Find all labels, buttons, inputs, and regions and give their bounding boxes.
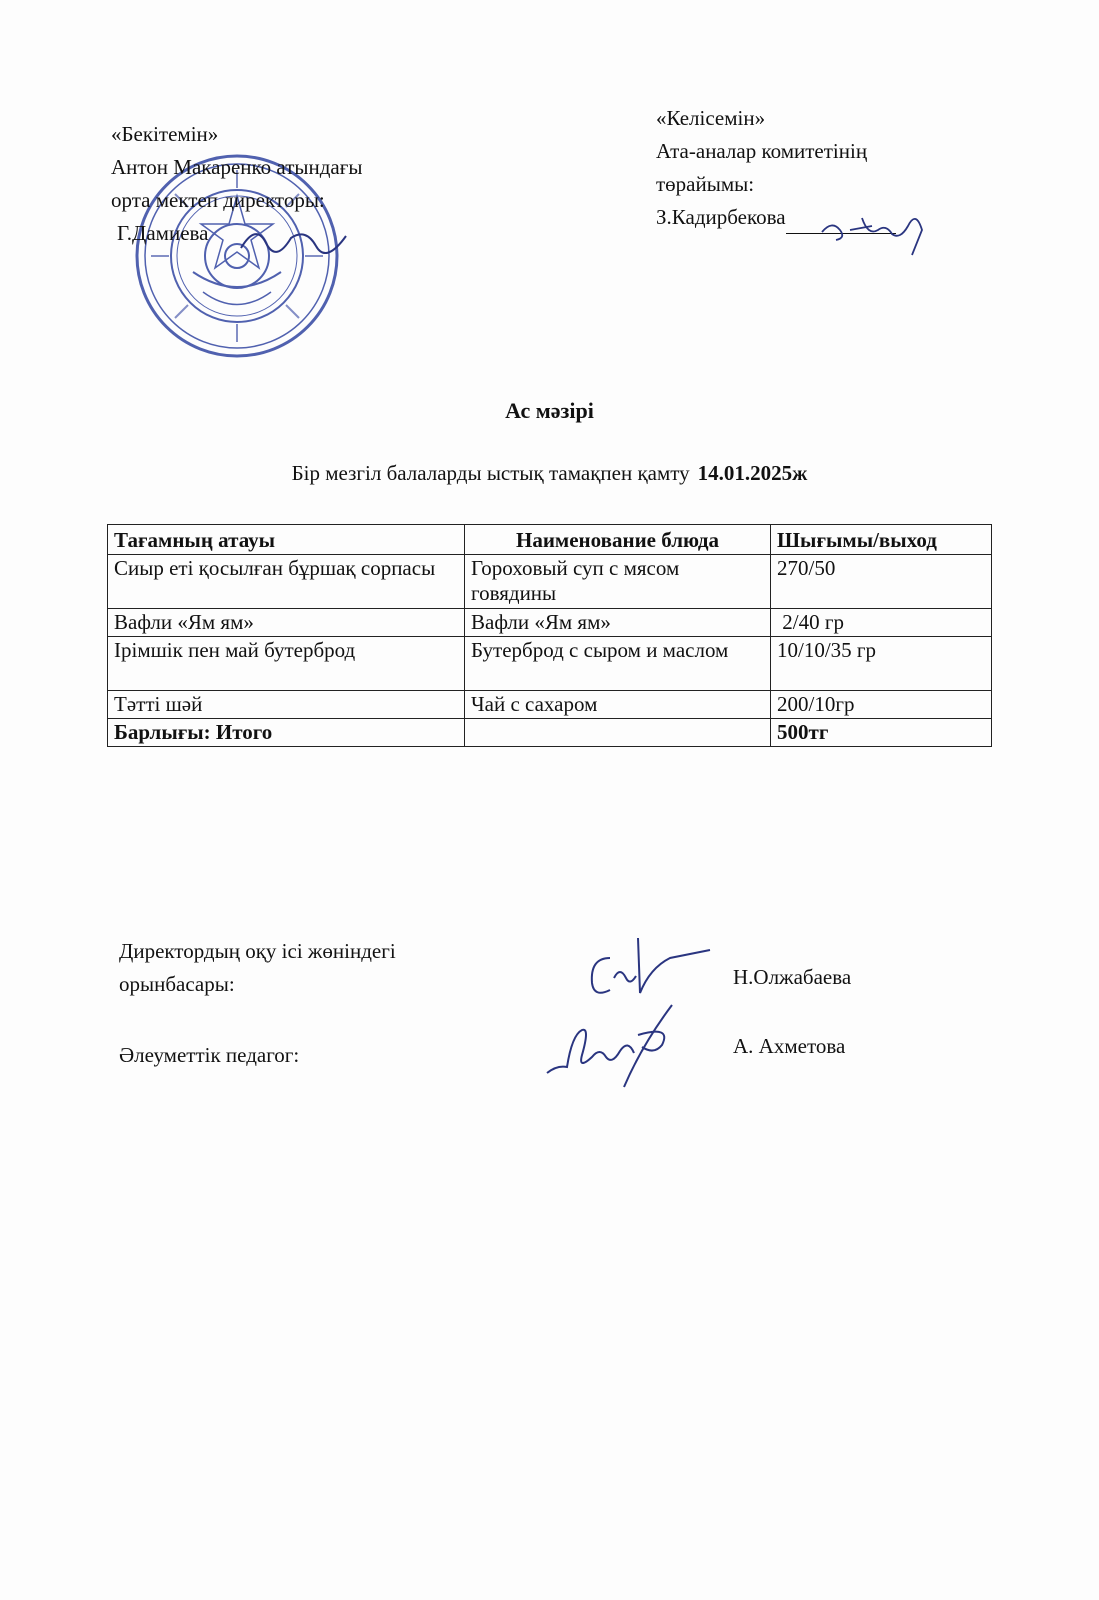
deputy-title xyxy=(119,935,396,1001)
dish-ru: Гороховый суп с мясом говядины xyxy=(465,555,771,609)
approval-name: Г.Дамиева xyxy=(117,221,209,245)
dish-yield: 10/10/35 гр xyxy=(771,637,992,691)
dish-ru: Бутерброд с сыром и маслом xyxy=(465,637,771,691)
dish-kz: Сиыр еті қосылған бұршақ сорпасы xyxy=(108,555,465,609)
header-ru-name: Наименование блюда xyxy=(465,525,771,555)
dish-kz: Вафли «Ям ям» xyxy=(108,609,465,637)
approval-line1: Антон Макаренко атындағы xyxy=(111,155,363,179)
dish-kz: Ірімшік пен май бутерброд xyxy=(108,637,465,691)
table-row xyxy=(108,609,992,637)
menu-date: 14.01.2025ж xyxy=(697,461,808,485)
menu-table xyxy=(107,524,992,747)
table-header-row xyxy=(108,525,992,555)
header-kz-name: Тағамның атауы xyxy=(108,525,465,555)
deputy-name: Н.Олжабаева xyxy=(733,965,852,989)
total-value: 500тг xyxy=(771,719,992,747)
agreement-line1: Ата-аналар комитетінің xyxy=(656,139,868,163)
table-row xyxy=(108,691,992,719)
table-row xyxy=(108,637,992,691)
social-name: А. Ахметова xyxy=(733,1034,846,1058)
table-total-row xyxy=(108,719,992,747)
approval-line2: орта мектеп директоры: xyxy=(111,188,325,212)
dish-kz: Тәтті шәй xyxy=(108,691,465,719)
page-title: Ас мәзірі xyxy=(505,398,594,423)
director-signature xyxy=(236,218,356,258)
subtitle-text: Бір мезгіл балаларды ыстық тамақпен қамту xyxy=(291,461,690,485)
total-ru xyxy=(465,719,771,747)
menu-subtitle xyxy=(0,461,1099,486)
header-yield: Шығымы/выход xyxy=(771,525,992,555)
dish-yield: 200/10гр xyxy=(771,691,992,719)
dish-ru: Вафли «Ям ям» xyxy=(465,609,771,637)
agreement-line2: төрайымы: xyxy=(656,172,755,196)
dish-yield: 2/40 гр xyxy=(771,609,992,637)
dish-ru: Чай с сахаром xyxy=(465,691,771,719)
social-pedagogue-signature xyxy=(542,995,692,1090)
approval-label: «Бекітемін» xyxy=(111,122,219,146)
agreement-label: «Келісемін» xyxy=(656,106,766,130)
deputy-title-line2: орынбасары: xyxy=(119,972,235,996)
committee-chair-signature xyxy=(812,200,942,260)
dish-yield: 270/50 xyxy=(771,555,992,609)
total-label: Барлығы: Итого xyxy=(108,719,465,747)
deputy-title-line1: Директордың оқу ісі жөніндегі xyxy=(119,939,396,963)
agreement-name: З.Кадирбекова xyxy=(656,205,786,229)
social-title: Әлеуметтік педагог: xyxy=(119,1043,300,1067)
table-row xyxy=(108,555,992,609)
